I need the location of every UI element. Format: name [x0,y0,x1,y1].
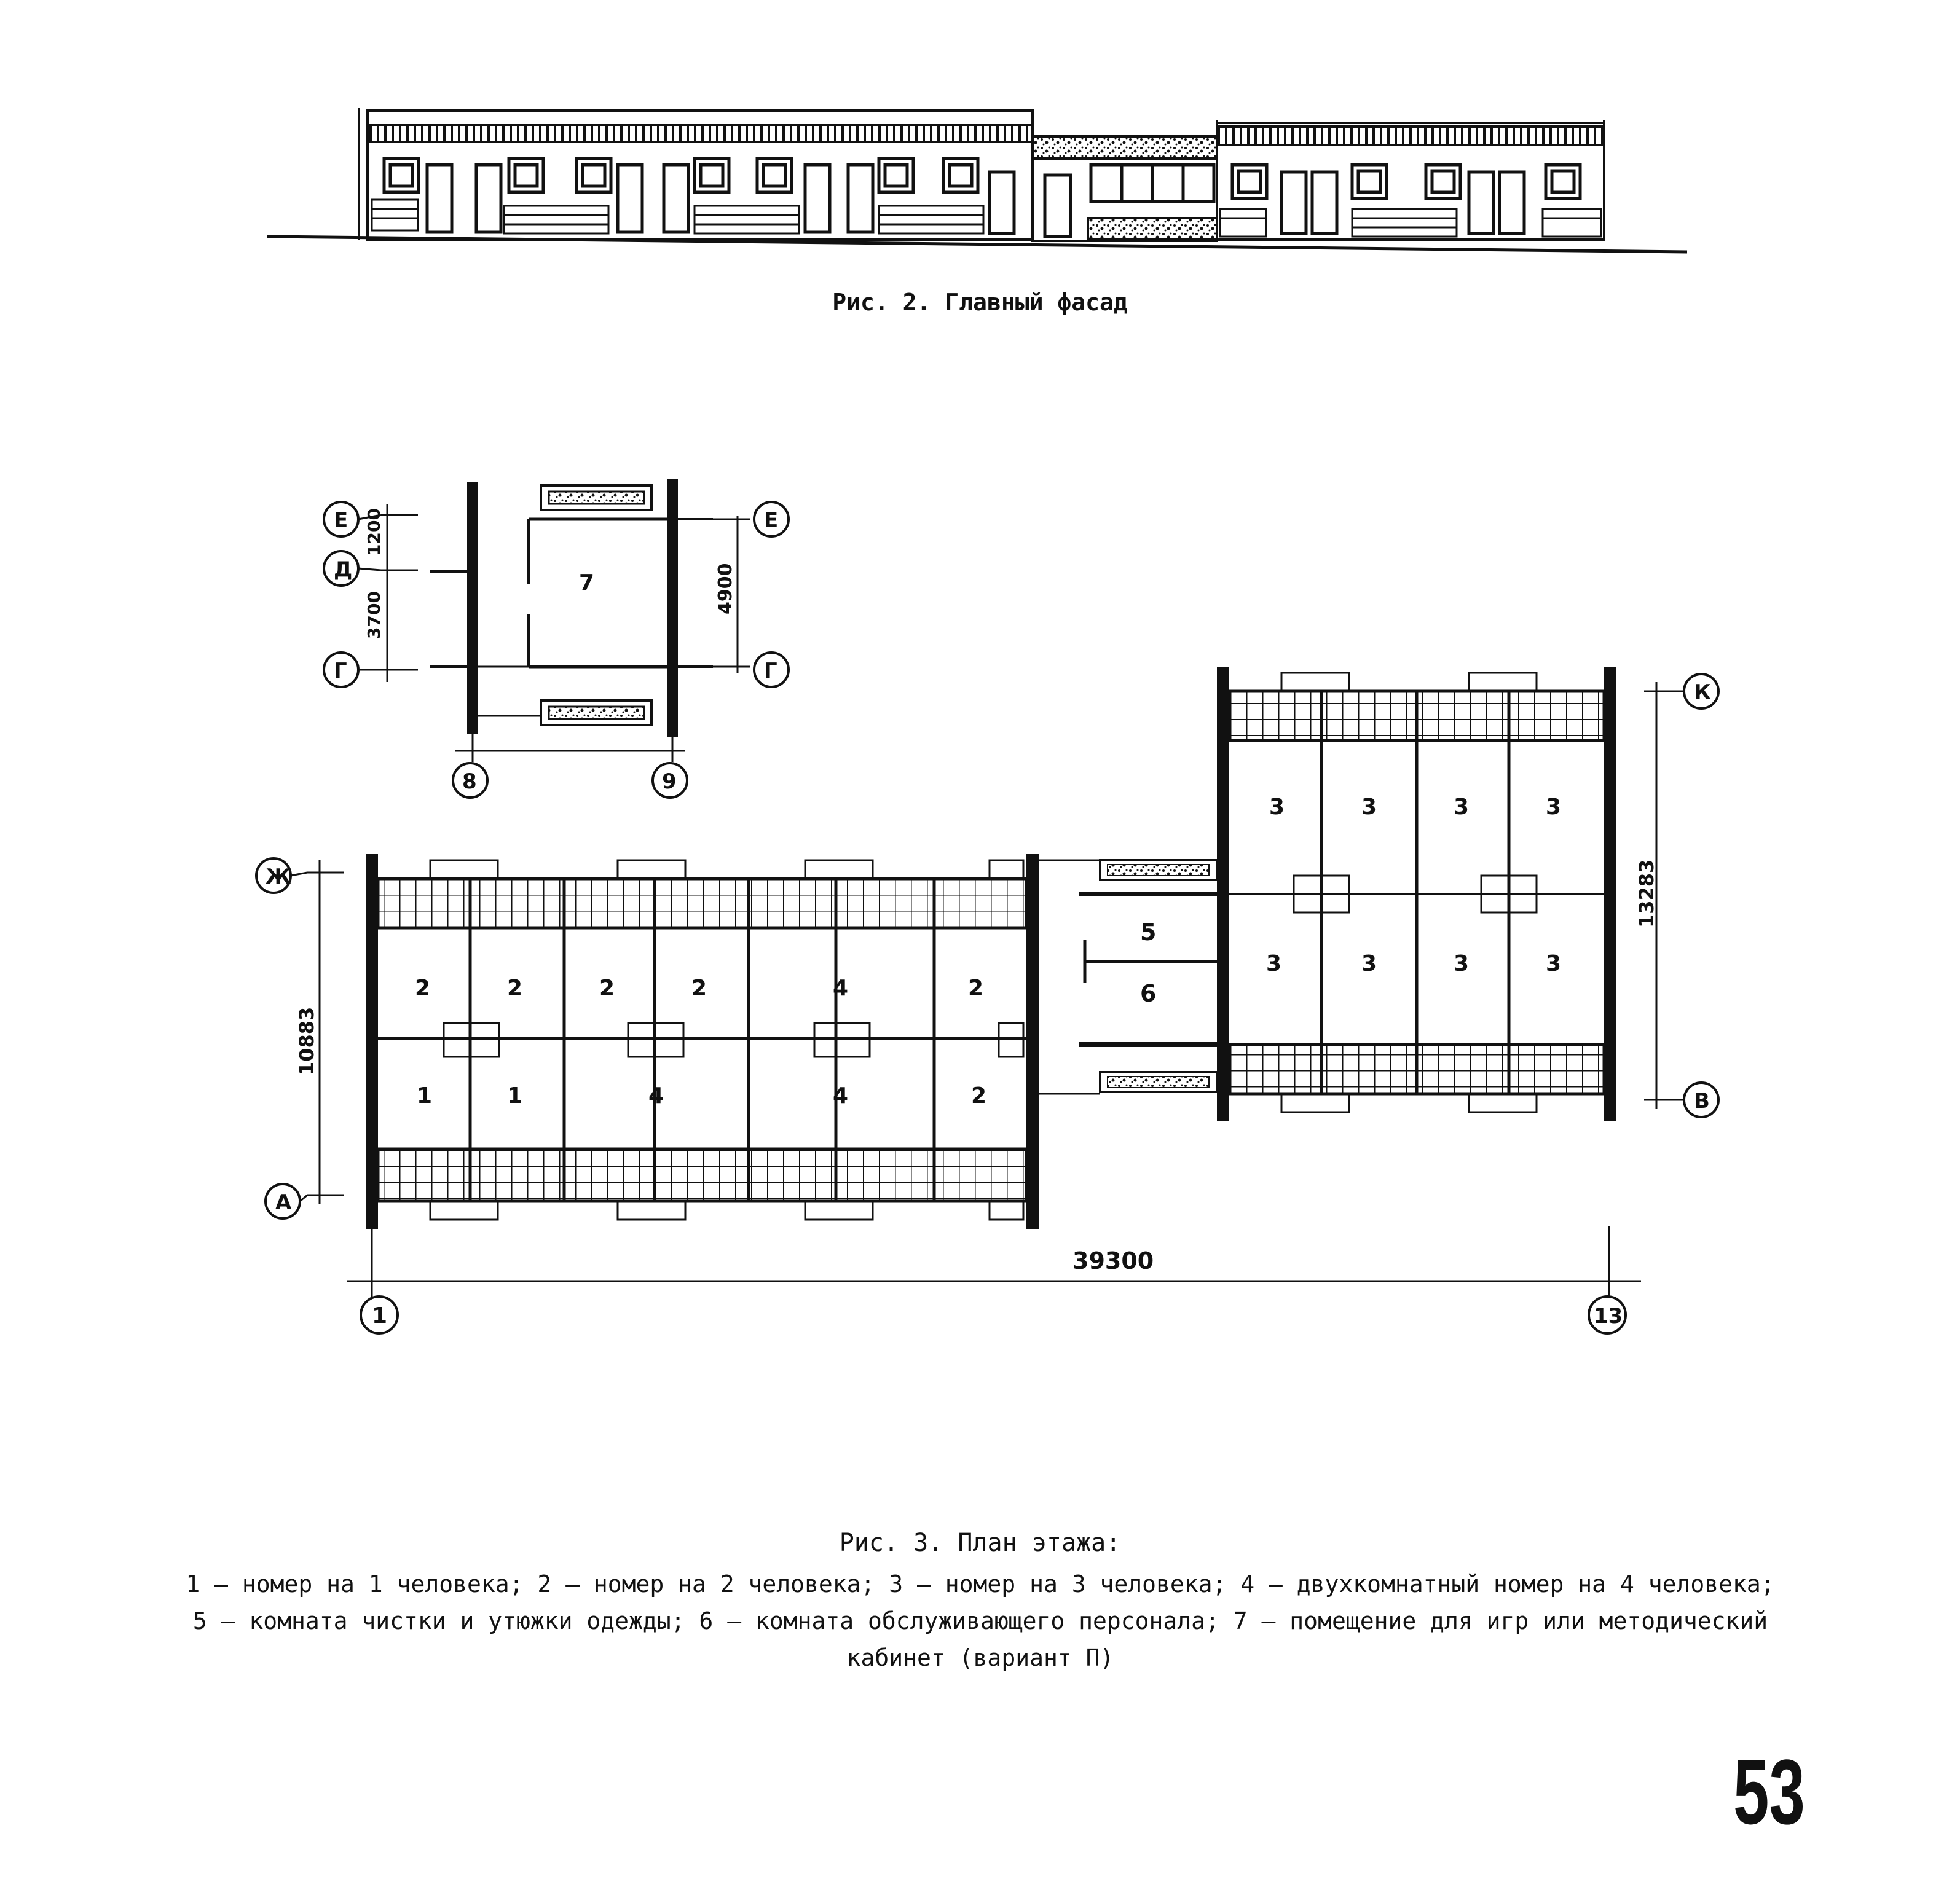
figure-2-caption: Рис. 2. Главный фасад [832,289,1128,316]
figure-3-caption-title: Рис. 3. План этажа: [839,1529,1121,1557]
axis-label: К [1694,680,1711,705]
axis-label: 8 [462,769,477,794]
room-label: 2 [599,976,615,1001]
axis-label: А [275,1190,292,1215]
dimension-4900: 4900 [715,563,736,614]
room-label: 1 [417,1083,433,1108]
room-label: 4 [648,1083,664,1108]
room-label: 3 [1361,794,1377,820]
room-label: 3 [1546,951,1562,976]
room-label: 3 [1546,794,1562,820]
room-label: 2 [691,976,707,1001]
axis-label: 1 [372,1303,388,1328]
plan-left-block [256,854,1039,1229]
room-label: 3 [1454,794,1470,820]
dimension-1200: 1200 [364,508,384,556]
room-label: 2 [507,976,523,1001]
axis-label: В [1694,1089,1710,1113]
axis-label: Е [764,508,779,533]
dimension-3700: 3700 [364,591,384,639]
page-number: 53 [1733,1740,1805,1843]
room-label: 3 [1269,794,1285,820]
room-label: 4 [833,976,849,1001]
axis-label: Е [334,508,348,533]
dimension-39300: 39300 [1072,1247,1154,1274]
room-label: 4 [833,1083,849,1108]
room-6-label: 6 [1140,980,1157,1007]
room-label: 3 [1266,951,1282,976]
room-label: 3 [1454,951,1470,976]
axis-label: 13 [1594,1304,1623,1328]
dimension-13283: 13283 [1635,859,1658,928]
axis-label: Г [334,659,347,683]
figure-3-legend: 1 – номер на 1 человека; 2 – номер на 2 человека; 3 – номер на 3 человека; 4 – двухкомнатный номер на 4 человека; 5 – комната чистки и утюжки одежды; 6 – комната обслуживающего персонала; 7 – помещение для игр или методический кабинет (вариант П) [186,1571,1775,1671]
axis-label: Г [764,659,777,683]
axis-label: Д [334,557,353,582]
plan-labels [266,680,1711,1328]
room-label: 2 [415,976,431,1001]
room-5-label: 5 [1140,919,1157,946]
small-plan [324,479,789,798]
room-label: 1 [507,1083,523,1108]
room-label: 2 [968,976,984,1001]
axis-label: Ж [266,865,291,889]
room-label: 3 [1361,951,1377,976]
plan-middle-link [1039,860,1223,1094]
room-7-label: 7 [579,570,595,595]
overall-dimension [347,1226,1641,1333]
axis-label: 9 [662,769,677,794]
room-label: 2 [971,1083,987,1108]
facade-drawing [267,108,1687,252]
dimension-10883: 10883 [295,1006,318,1075]
